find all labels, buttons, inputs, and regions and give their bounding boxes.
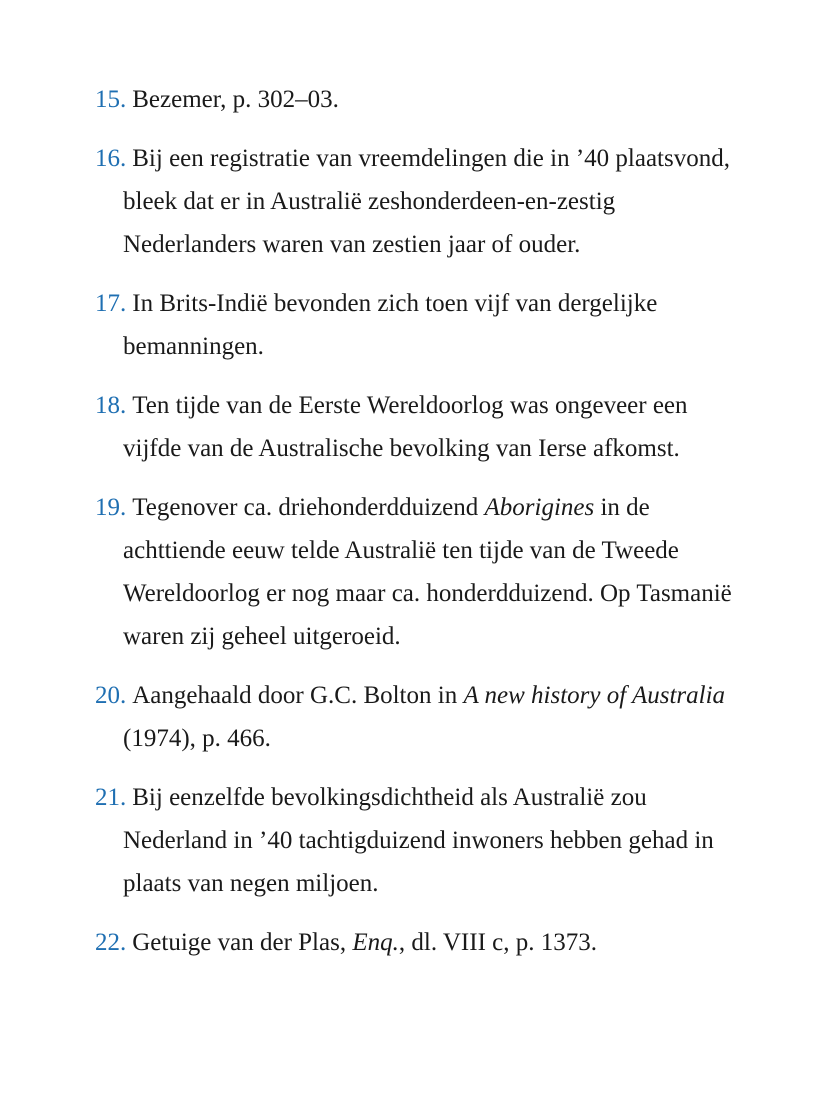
footnote-number[interactable]: 18. bbox=[95, 392, 127, 419]
footnote-text-segment: Getuige van der Plas, bbox=[132, 929, 353, 956]
footnote-item bbox=[95, 282, 746, 368]
footnote-text bbox=[123, 784, 714, 897]
footnote-number[interactable]: 15. bbox=[95, 86, 127, 113]
footnote-item bbox=[95, 776, 746, 905]
footnote-text-segment: , dl. VIII c, p. 1373. bbox=[398, 929, 597, 956]
footnote-number[interactable]: 16. bbox=[95, 145, 127, 172]
footnote-item bbox=[95, 137, 746, 266]
footnote-item bbox=[95, 921, 746, 964]
footnote-text bbox=[123, 494, 732, 650]
footnote-italic-segment: A new history of Australia bbox=[463, 682, 726, 709]
footnote-text bbox=[132, 929, 597, 956]
footnote-item bbox=[95, 384, 746, 470]
footnote-text-segment: in de achttiende eeuw telde Australië ten tijde van de Tweede Wereldoorlog er nog maar ca. honderdduizend. Op Tasmanië waren zij geheel uitgeroeid. bbox=[123, 494, 732, 650]
footnote-text-segment: In Brits-Indië bevonden zich toen vijf van dergelijke bemanningen. bbox=[123, 290, 658, 360]
footnote-text bbox=[132, 86, 339, 113]
footnotes-list bbox=[95, 78, 746, 964]
footnote-text bbox=[123, 392, 688, 462]
footnote-number[interactable]: 22. bbox=[95, 929, 127, 956]
footnote-text-segment: Tegenover ca. driehonderdduizend bbox=[132, 494, 485, 521]
footnote-item bbox=[95, 674, 746, 760]
footnote-text bbox=[123, 290, 657, 360]
footnote-text-segment: Aangehaald door G.C. Bolton in bbox=[132, 682, 464, 709]
footnote-number[interactable]: 19. bbox=[95, 494, 127, 521]
footnote-number[interactable]: 17. bbox=[95, 290, 127, 317]
footnote-number[interactable]: 21. bbox=[95, 784, 127, 811]
footnote-item bbox=[95, 78, 746, 121]
footnote-item bbox=[95, 486, 746, 658]
footnote-text-segment: Ten tijde van de Eerste Wereldoorlog was ongeveer een vijfde van de Australische bevolking van Ierse afkomst. bbox=[123, 392, 688, 462]
footnote-text-segment: Bij eenzelfde bevolkingsdichtheid als Australië zou Nederland in ’40 tachtigduizend inwoners hebben gehad in plaats van negen miljoen. bbox=[123, 784, 714, 897]
footnote-text bbox=[123, 145, 730, 258]
footnote-text-segment: Bij een registratie van vreemdelingen die in ’40 plaatsvond, bleek dat er in Australië zeshonderdeen-en-zestig Nederlanders waren van zestien jaar of ouder. bbox=[123, 145, 730, 258]
footnote-text bbox=[123, 682, 725, 752]
footnote-italic-segment: Aborigines bbox=[484, 494, 595, 521]
footnote-text-segment: Bezemer, p. 302–03. bbox=[132, 86, 339, 113]
footnote-number[interactable]: 20. bbox=[95, 682, 127, 709]
footnote-italic-segment: Enq. bbox=[352, 929, 399, 956]
footnote-text-segment: (1974), p. 466. bbox=[123, 725, 271, 752]
